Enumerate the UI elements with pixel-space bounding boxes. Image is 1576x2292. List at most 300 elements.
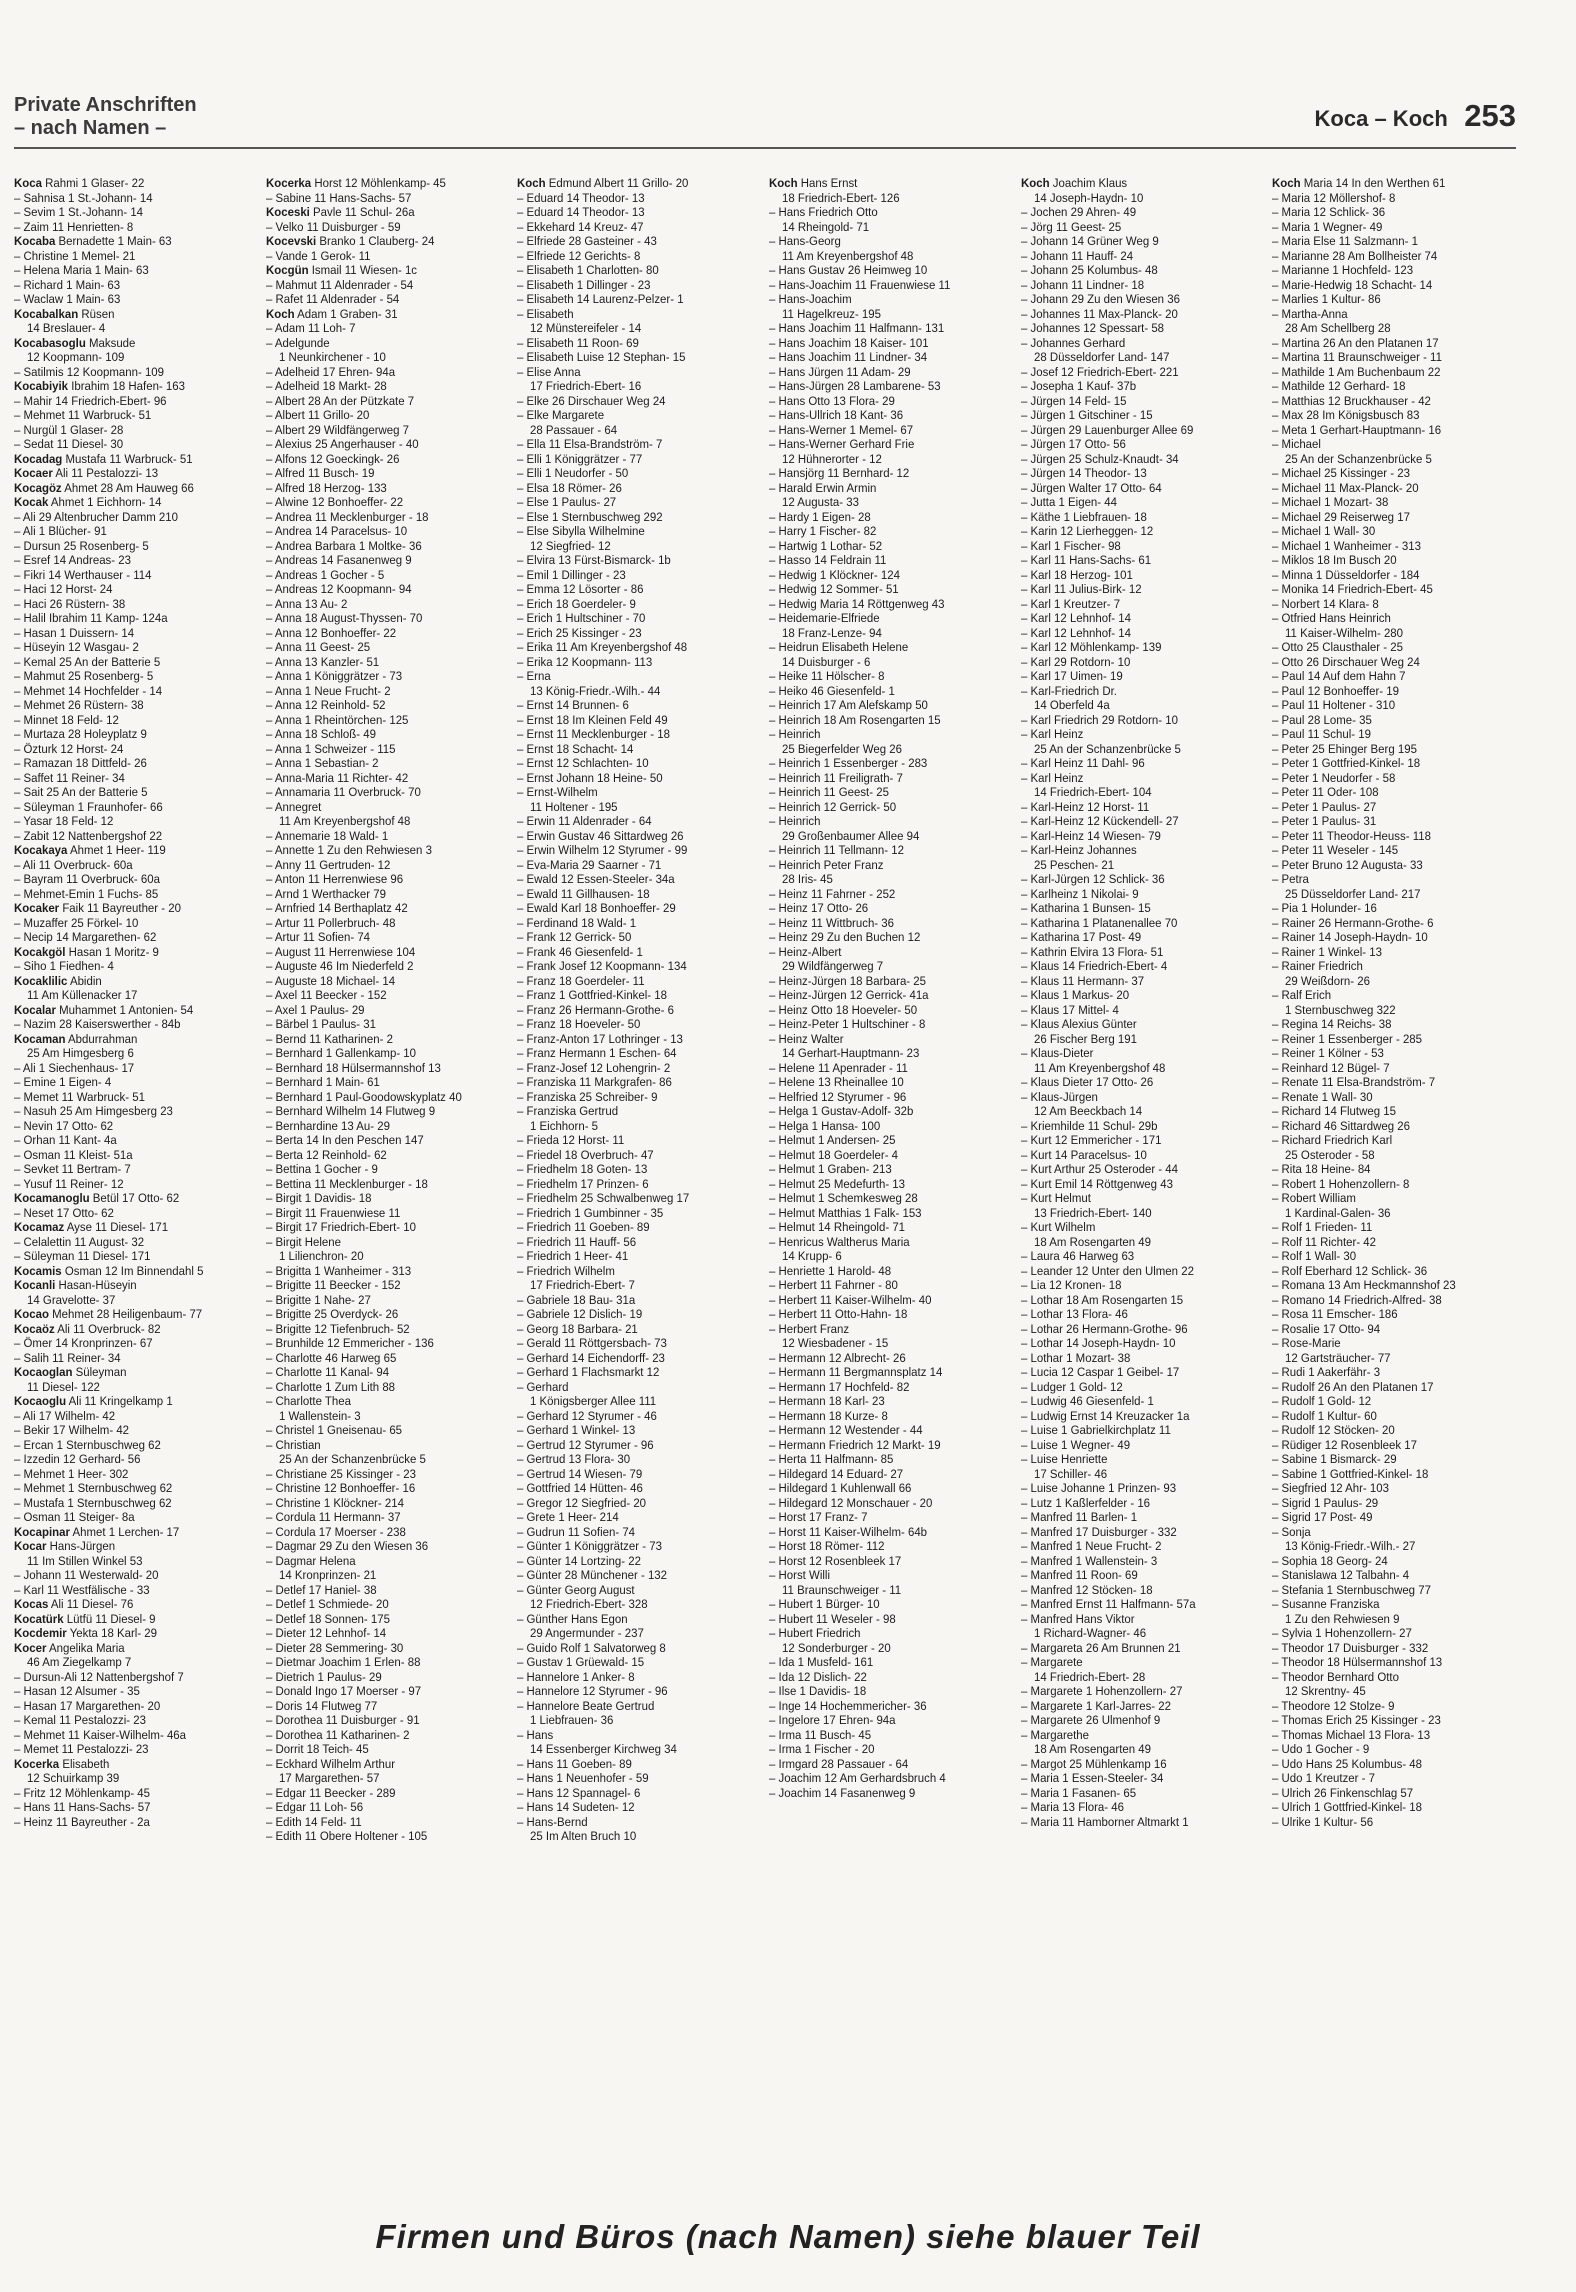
listing-entry: – Zabit 12 Nattenbergshof 22 <box>14 828 163 843</box>
surname-entry <box>14 901 241 916</box>
surname-entry <box>769 176 996 191</box>
listing-entry: – Emil 1 Dillinger - 23 <box>517 567 627 582</box>
listing-entry: – Heinrich 11 Geest- 25 <box>769 785 889 799</box>
listing-entry: – Ida 12 Dislich- 22 <box>769 1669 867 1684</box>
listing-entry: – Birgit Helene <box>265 1234 341 1249</box>
entry-continuation: 11 Am Kreyenbergshof 48 <box>278 814 411 828</box>
entry-continuation: 11 Im Stillen Winkel 53 <box>27 1553 143 1568</box>
listing-entry: – Hans Joachim 11 Lindner- 34 <box>769 350 928 364</box>
listing-entry: – Katharina 1 Platanenallee 70 <box>1020 915 1178 930</box>
listing-entry: – Dieter 12 Lehnhof- 14 <box>265 1626 386 1640</box>
listing-entry: – Monika 14 Friedrich-Ebert- 45 <box>1272 582 1434 596</box>
listing-entry: – Anna 1 Schweizer - 115 <box>265 741 396 756</box>
listing-entry: – Neset 17 Otto- 62 <box>14 1205 114 1220</box>
listing-entry: – Annegret <box>265 799 321 814</box>
entry-details: Ahmet 1 Lerchen- 17 <box>69 1524 180 1539</box>
listing-entry: – Leander 12 Unter den Ulmen 22 <box>1020 1263 1194 1278</box>
listing-entry: – Reiner 1 Essenberger - 285 <box>1272 1031 1423 1046</box>
entry-details: Mustafa 11 Warbruck- 51 <box>62 451 193 466</box>
listing-entry: – Margot 25 Mühlenkamp 16 <box>1020 1756 1167 1771</box>
listing-entry: – Robert William <box>1272 1191 1357 1205</box>
listing-entry: – Alfons 12 Goeckingk- 26 <box>265 451 400 466</box>
surname-entry <box>266 307 493 322</box>
entry-details: Maksude <box>85 335 136 350</box>
listing-entry: – Helmut 1 Graben- 213 <box>769 1162 892 1176</box>
listing-entry: – Bernd 11 Katharinen- 2 <box>265 1031 393 1046</box>
listing-entry: – Dursun 25 Rosenberg- 5 <box>14 538 149 553</box>
listing-entry: – Ulrike 1 Kultur- 56 <box>1272 1814 1374 1829</box>
listing-entry: – Alfred 18 Herzog- 133 <box>265 480 387 495</box>
listing-entry: – Jörg 11 Geest- 25 <box>1020 219 1121 234</box>
entry-continuation: 18 Am Rosengarten 49 <box>1033 1742 1151 1756</box>
listing-entry: – Friedel 18 Overbruch- 47 <box>517 1147 654 1162</box>
listing-entry: – Günther Hans Egon <box>517 1611 628 1626</box>
entry-continuation: 12 Skrentny- 45 <box>1285 1684 1367 1698</box>
listing-entry: – Henricus Waltherus Maria <box>769 1234 910 1249</box>
entry-continuation: 12 Augusta- 33 <box>782 495 859 509</box>
listing-entry: – Eva-Maria 29 Saarner - 71 <box>517 857 662 872</box>
entry-details: Hasan-Hüseyin <box>55 1278 137 1292</box>
surname-entry <box>517 176 744 191</box>
listing-entry: – Karl-Heinz 12 Kückendell- 27 <box>1020 814 1179 828</box>
listing-entry: – Ewald 12 Essen-Steeler- 34a <box>517 872 675 886</box>
listing-entry: – Jürgen 14 Feld- 15 <box>1020 393 1127 408</box>
listing-entry: – Friedrich 1 Heer- 41 <box>517 1249 629 1263</box>
listing-entry: – Dagmar 29 Zu den Wiesen 36 <box>265 1539 428 1553</box>
listing-entry: – Gertrud 13 Flora- 30 <box>517 1452 631 1466</box>
listing-entry: – Horst 18 Römer- 112 <box>769 1539 885 1553</box>
surname: Koch <box>517 176 546 190</box>
entry-continuation: 28 Düsseldorfer Land- 147 <box>1033 350 1170 364</box>
listing-entry: – Doris 14 Flutweg 77 <box>265 1698 377 1713</box>
listing-entry: – Marie-Hedwig 18 Schacht- 14 <box>1272 277 1433 292</box>
listing-entry: – Albert 11 Grillo- 20 <box>265 408 370 422</box>
listing-entry: – Manfred 1 Neue Frucht- 2 <box>1020 1539 1162 1553</box>
listing-entry: – Margarete 26 Ulmenhof 9 <box>1020 1713 1160 1727</box>
directory-column-5 <box>1021 176 1265 2201</box>
listing-entry: – Ali 29 Altenbrucher Damm 210 <box>14 509 179 524</box>
entry-details: Ali 11 Diesel- 76 <box>48 1597 134 1611</box>
listing-entry: – Meta 1 Gerhart-Hauptmann- 16 <box>1272 422 1442 437</box>
listing-entry: – Hannelore 1 Anker- 8 <box>517 1669 635 1684</box>
listing-entry: – Jürgen 1 Gitschiner - 15 <box>1020 408 1153 422</box>
surname-entry <box>14 1626 241 1641</box>
listing-entry: – Erwin 11 Aldenrader - 64 <box>517 814 652 828</box>
listing-entry: – Sevim 1 St.-Johann- 14 <box>14 205 144 219</box>
listing-entry: – Elli 1 Königgrätzer - 77 <box>517 451 643 466</box>
listing-entry: – Luise Henriette <box>1020 1452 1108 1466</box>
listing-entry: – Ali 17 Wilhelm- 42 <box>14 1408 116 1423</box>
surname: Kocaker <box>14 901 60 915</box>
listing-entry: – Heinz 17 Otto- 26 <box>769 901 869 915</box>
entry-continuation: 28 Passauer - 64 <box>530 422 618 437</box>
entry-continuation: 29 Weißdorn- 26 <box>1285 973 1371 988</box>
listing-entry: – Rita 18 Heine- 84 <box>1272 1162 1371 1176</box>
entry-continuation: 11 Diesel- 122 <box>27 1379 100 1394</box>
listing-entry: – Friedrich 11 Goeben- 89 <box>517 1220 650 1234</box>
listing-entry: – Jürgen Walter 17 Otto- 64 <box>1020 480 1162 495</box>
listing-entry: – Christine 12 Bonhoeffer- 16 <box>265 1481 415 1495</box>
surname-entry <box>14 1322 241 1337</box>
listing-entry: – Margarethe <box>1020 1727 1089 1742</box>
listing-entry: – Elisabeth 11 Roon- 69 <box>517 335 640 350</box>
listing-entry: – Paul 11 Schul- 19 <box>1272 727 1372 741</box>
listing-entry: – Heinrich 18 Am Rosengarten 15 <box>769 712 941 727</box>
listing-entry: – Christine 1 Klöckner- 214 <box>265 1495 404 1510</box>
listing-entry: – Franz-Josef 12 Lohengrin- 2 <box>517 1060 671 1075</box>
listing-entry: – Hedwig 1 Klöckner- 124 <box>769 567 900 582</box>
listing-entry: – Minna 1 Düsseldorfer - 184 <box>1272 567 1420 582</box>
listing-entry: – Anna 1 Sebastian- 2 <box>265 756 379 770</box>
entry-continuation: 1 Königsberger Allee 111 <box>530 1394 657 1408</box>
listing-entry: – Cordula 11 Hermann- 37 <box>265 1510 401 1524</box>
surname: Kocaöz <box>14 1321 55 1336</box>
listing-entry: – Lucia 12 Caspar 1 Geibel- 17 <box>1020 1365 1179 1379</box>
listing-entry: – Osman 11 Kleist- 51a <box>14 1147 133 1162</box>
listing-entry: – Adelheid 17 Ehren- 94a <box>265 364 395 379</box>
listing-entry: – Heinz 11 Wittbruch- 36 <box>769 915 895 930</box>
surname: Koch <box>769 176 798 190</box>
listing-entry: – Haci 26 Rüstern- 38 <box>14 596 126 611</box>
surname-entry <box>14 1525 241 1540</box>
listing-entry: – Franziska 11 Markgrafen- 86 <box>517 1075 673 1089</box>
listing-entry: – Katharina 17 Post- 49 <box>1020 930 1141 944</box>
listing-entry: – Erich 18 Goerdeler- 9 <box>517 596 637 611</box>
listing-entry: – Romana 13 Am Heckmannshof 23 <box>1272 1278 1457 1292</box>
listing-entry: – Mehmet 26 Rüstern- 38 <box>14 698 144 712</box>
listing-entry: – Ida 1 Musfeld- 161 <box>769 1655 874 1669</box>
listing-entry: – Heinrich <box>769 727 821 741</box>
surname-entry <box>14 945 241 960</box>
listing-entry: – Franz-Anton 17 Lothringer - 13 <box>517 1031 684 1046</box>
listing-entry: – Hubert Friedrich <box>769 1626 861 1640</box>
listing-entry: – Karl 11 Westfälische - 33 <box>14 1582 150 1597</box>
listing-entry: – Anna 13 Au- 2 <box>265 596 348 611</box>
entry-details: Horst 12 Möhlenkamp- 45 <box>310 176 446 190</box>
listing-entry: – Elisabeth <box>517 306 574 321</box>
listing-entry: – Inge 14 Hochemmericher- 36 <box>769 1698 927 1713</box>
listing-entry: – Hubert 1 Bürger- 10 <box>769 1597 880 1611</box>
listing-entry: – Bekir 17 Wilhelm- 42 <box>14 1423 130 1437</box>
listing-entry: – Charlotte 46 Harweg 65 <box>265 1350 396 1365</box>
listing-entry: – Margareta 26 Am Brunnen 21 <box>1020 1640 1181 1655</box>
entry-details: Ayse 11 Diesel- 171 <box>64 1220 169 1234</box>
name-range: Koca – Koch <box>1314 106 1448 131</box>
listing-entry: – Gabriele 12 Dislich- 19 <box>517 1307 643 1321</box>
listing-entry: – Kurt 14 Paracelsus- 10 <box>1020 1147 1147 1162</box>
listing-entry: – Hans <box>517 1727 554 1742</box>
listing-entry: – Norbert 14 Klara- 8 <box>1272 596 1380 611</box>
listing-entry: – Rose-Marie <box>1272 1336 1341 1350</box>
listing-entry: – Adelgunde <box>265 335 330 350</box>
listing-entry: – Gerhard 1 Winkel- 13 <box>517 1423 636 1437</box>
listing-entry: – Helene 11 Apenrader - 11 <box>769 1060 908 1075</box>
listing-entry: – Günter 14 Lortzing- 22 <box>517 1553 642 1568</box>
listing-entry: – Irma 11 Busch- 45 <box>769 1727 872 1742</box>
listing-entry: – Andrea 14 Paracelsus- 10 <box>265 524 407 538</box>
entry-continuation: 25 Am Himgesberg 6 <box>27 1046 134 1060</box>
entry-details: Ismail 11 Wiesen- 1c <box>308 263 417 277</box>
surname-entry <box>14 1641 241 1656</box>
listing-entry: – Maria Else 11 Salzmann- 1 <box>1272 234 1419 248</box>
surname: Koceski <box>265 205 310 219</box>
listing-entry: – Klaus-Jürgen <box>1020 1089 1098 1104</box>
header-rule <box>14 147 1516 149</box>
listing-entry: – Mehmet 1 Sternbuschweg 62 <box>14 1481 173 1495</box>
section-heading-line2: – nach Namen – <box>14 117 167 139</box>
listing-entry: – Andreas 14 Fasanenweg 9 <box>265 553 412 567</box>
listing-entry: – Andreas 12 Koopmann- 94 <box>265 582 412 596</box>
page-number: 253 <box>1464 98 1516 133</box>
listing-entry: – Hans-Bernd <box>517 1814 588 1829</box>
listing-entry: – Johann 11 Hauff- 24 <box>1020 248 1133 263</box>
listing-entry: – Friedhelm 17 Prinzen- 6 <box>517 1176 649 1191</box>
listing-entry: – Bettina 11 Mecklenburger - 18 <box>265 1176 428 1191</box>
listing-entry: – Rosa 11 Emscher- 186 <box>1272 1307 1398 1321</box>
listing-entry: – Sait 25 An der Batterie 5 <box>14 785 148 799</box>
section-heading-line1: Private Anschriften <box>14 94 197 116</box>
listing-entry: – Karl 12 Lehnhof- 14 <box>1020 611 1131 625</box>
listing-entry: – Muzaffer 25 Förkel- 10 <box>14 915 139 930</box>
listing-entry: – Lothar 1 Mozart- 38 <box>1020 1350 1131 1365</box>
entry-details: Branko 1 Clauberg- 24 <box>315 234 435 248</box>
listing-entry: – Celalettin 11 August- 32 <box>14 1234 145 1249</box>
listing-entry: – Susanne Franziska <box>1272 1597 1380 1611</box>
listing-entry: – Auguste 18 Michael- 14 <box>265 973 395 988</box>
listing-entry: – Stefania 1 Sternbuschweg 77 <box>1272 1582 1432 1597</box>
listing-entry: – Birgit 1 Davidis- 18 <box>265 1191 372 1205</box>
listing-entry: – Sedat 11 Diesel- 30 <box>14 437 124 451</box>
section-heading <box>14 94 197 140</box>
listing-entry: – Franz 1 Gottfried-Kinkel- 18 <box>517 988 668 1002</box>
listing-entry: – Alwine 12 Bonhoeffer- 22 <box>265 495 403 509</box>
entry-details: Edmund Albert 11 Grillo- 20 <box>545 176 689 190</box>
listing-entry: – Theodor Bernhard Otto <box>1272 1669 1400 1684</box>
listing-entry: – Rudolf 1 Kultur- 60 <box>1272 1408 1378 1423</box>
listing-entry: – Hasan 1 Duissern- 14 <box>14 625 135 640</box>
listing-entry: – Donald Ingo 17 Moerser - 97 <box>265 1684 421 1698</box>
listing-entry: – Hermann 12 Westender - 44 <box>769 1423 923 1437</box>
listing-entry: – Ralf Erich <box>1272 988 1332 1002</box>
listing-entry: – Sigrid 1 Paulus- 29 <box>1272 1495 1379 1510</box>
entry-continuation: 46 Am Ziegelkamp 7 <box>27 1655 132 1669</box>
surname: Kocer <box>14 1640 47 1655</box>
listing-entry: – Thomas Michael 13 Flora- 13 <box>1272 1727 1431 1742</box>
listing-entry: – Anna 12 Bonhoeffer- 22 <box>265 625 396 640</box>
listing-entry: – Berta 12 Reinhold- 62 <box>265 1147 387 1162</box>
listing-entry: – Klaus 11 Hermann- 37 <box>1020 973 1144 988</box>
listing-entry: – Herbert 11 Otto-Hahn- 18 <box>769 1307 908 1321</box>
listing-entry: – Heike 11 Hölscher- 8 <box>769 669 885 683</box>
listing-entry: – Ulrich 1 Gottfried-Kinkel- 18 <box>1272 1800 1423 1814</box>
listing-entry: – Mehmet 1 Heer- 302 <box>14 1466 129 1481</box>
entry-continuation: 12 Münstereifeler - 14 <box>530 321 642 335</box>
listing-entry: – Maria 1 Fasanen- 65 <box>1020 1785 1136 1800</box>
listing-entry: – Hans 14 Sudeten- 12 <box>517 1800 635 1814</box>
listing-entry: – Irma 1 Fischer - 20 <box>769 1742 875 1756</box>
listing-entry: – Hansjörg 11 Bernhard- 12 <box>769 466 910 480</box>
listing-entry: – Gerhard 12 Styrumer - 46 <box>517 1408 658 1423</box>
listing-entry: – Hasso 14 Feldrain 11 <box>769 553 887 567</box>
surname-entry <box>14 1539 241 1554</box>
listing-entry: – Jürgen 25 Schulz-Knaudt- 34 <box>1020 451 1179 466</box>
entry-continuation: 12 Hühnerorter - 12 <box>782 451 882 466</box>
entry-details: Faik 11 Bayreuther - 20 <box>59 901 181 915</box>
entry-continuation: 1 Lilienchron- 20 <box>278 1249 364 1263</box>
listing-entry: – Nasuh 25 Am Himgesberg 23 <box>14 1104 173 1118</box>
listing-entry: – Peter 1 Paulus- 27 <box>1272 799 1377 814</box>
entry-continuation: 25 An der Schanzenbrücke 5 <box>1285 451 1433 466</box>
surname-entry <box>14 1365 241 1380</box>
entry-continuation: 11 Am Küllenacker 17 <box>27 988 138 1002</box>
listing-entry: – Mahmut 25 Rosenberg- 5 <box>14 669 154 683</box>
surname: Kocaoglu <box>14 1394 67 1408</box>
listing-entry: – Annamaria 11 Overbruck- 70 <box>265 785 421 799</box>
entry-continuation: 12 Sonderburger - 20 <box>782 1640 891 1655</box>
listing-entry: – Martina 11 Braunschweiger - 11 <box>1272 350 1443 364</box>
listing-entry: – Dorothea 11 Katharinen- 2 <box>265 1727 410 1742</box>
listing-entry: – Else 1 Paulus- 27 <box>517 495 617 509</box>
listing-entry: – Johannes 12 Spessart- 58 <box>1020 321 1164 335</box>
surname-entry <box>14 452 241 467</box>
listing-entry: – Elisabeth 14 Laurenz-Pelzer- 1 <box>517 292 684 306</box>
listing-entry: – Richard 46 Sittardweg 26 <box>1272 1118 1411 1133</box>
listing-entry: – Birgit 17 Friedrich-Ebert- 10 <box>265 1220 416 1234</box>
listing-entry: – Else Sibylla Wilhelmine <box>517 524 646 538</box>
listing-entry: – Waclaw 1 Main- 63 <box>14 292 121 306</box>
listing-entry: – Özturk 12 Horst- 24 <box>14 741 124 756</box>
listing-entry: – Heidrun Elisabeth Helene <box>769 640 909 654</box>
listing-entry: – Karlheinz 1 Nikolai- 9 <box>1020 886 1139 901</box>
listing-entry: – Karl Heinz <box>1020 770 1083 785</box>
listing-entry: – Guido Rolf 1 Salvatorweg 8 <box>517 1640 667 1655</box>
listing-entry: – Gerald 11 Röttgersbach- 73 <box>517 1336 668 1350</box>
listing-entry: – Laura 46 Harweg 63 <box>1020 1249 1134 1263</box>
listing-entry: – Heinz 29 Zu den Buchen 12 <box>769 930 921 944</box>
listing-entry: – Horst 17 Franz- 7 <box>769 1510 868 1524</box>
listing-entry: – Hannelore Beate Gertrud <box>517 1698 655 1713</box>
surname-entry <box>266 263 493 278</box>
surname-entry <box>14 1003 241 1018</box>
listing-entry: – Lia 12 Kronen- 18 <box>1020 1278 1122 1292</box>
listing-entry: – Charlotte 1 Zum Lith 88 <box>265 1379 395 1394</box>
surname-entry <box>14 1757 241 1772</box>
listing-entry: – Rudolf 12 Stöcken- 20 <box>1272 1423 1396 1437</box>
listing-entry: – Paul 11 Holtener - 310 <box>1272 698 1396 712</box>
listing-entry: – Hildegard 12 Monschauer - 20 <box>769 1495 933 1510</box>
entry-continuation: 12 Wiesbadener - 15 <box>782 1336 889 1350</box>
listing-entry: – Sophia 18 Georg- 24 <box>1272 1553 1389 1568</box>
listing-entry: – Dietrich 1 Paulus- 29 <box>265 1669 382 1684</box>
entry-details: Ahmet 28 Am Hauweg 66 <box>61 480 194 495</box>
listing-entry: – Andrea 11 Mecklenburger - 18 <box>265 509 429 524</box>
surname-entry <box>14 1307 241 1322</box>
listing-entry: – Max 28 Im Königsbusch 83 <box>1272 408 1420 422</box>
listing-entry: – Richard 14 Flutweg 15 <box>1272 1104 1397 1118</box>
listing-entry: – Dursun-Ali 12 Nattenbergshof 7 <box>14 1669 184 1684</box>
listing-entry: – Elvira 13 Fürst-Bismarck- 1b <box>517 553 672 567</box>
listing-entry: – Ernst Johann 18 Heine- 50 <box>517 770 663 785</box>
listing-entry: – Erwin Wilhelm 12 Styrumer - 99 <box>517 843 688 857</box>
entry-details: Elisabeth <box>59 1756 110 1771</box>
entry-details: Lütfü 11 Diesel- 9 <box>63 1611 156 1626</box>
listing-entry: – Rudi 1 Aakerfähr- 3 <box>1272 1365 1381 1379</box>
listing-entry: – Nazim 28 Kaiserswerther - 84b <box>14 1017 181 1031</box>
listing-entry: – Gerhard <box>517 1379 569 1394</box>
listing-entry: – Edith 11 Obere Holtener - 105 <box>265 1829 427 1843</box>
listing-entry: – Helga 1 Gustav-Adolf- 32b <box>769 1104 914 1118</box>
listing-entry: – Edgar 11 Loh- 56 <box>265 1800 363 1814</box>
listing-entry: – Peter Bruno 12 Augusta- 33 <box>1272 857 1424 872</box>
listing-entry: – Paul 14 Auf dem Hahn 7 <box>1272 669 1406 683</box>
listing-entry: – Franz Hermann 1 Eschen- 64 <box>517 1046 677 1060</box>
listing-entry: – Heinz Walter <box>769 1031 844 1046</box>
entry-continuation: 1 Zu den Rehwiesen 9 <box>1285 1611 1400 1626</box>
listing-entry: – Izzedin 12 Gerhard- 56 <box>14 1452 141 1466</box>
listing-entry: – Rolf 1 Wall- 30 <box>1272 1249 1357 1263</box>
listing-entry: – Franz 18 Hoeveler- 50 <box>517 1017 641 1031</box>
listing-entry: – Kemal 11 Pestalozzi- 23 <box>14 1713 147 1727</box>
entry-continuation: 25 Düsseldorfer Land- 217 <box>1285 886 1421 901</box>
listing-entry: – Helmut 14 Rheingold- 71 <box>769 1220 906 1234</box>
listing-entry: – Michael 25 Kissinger - 23 <box>1272 466 1411 480</box>
listing-entry: – Alexius 25 Angerhauser - 40 <box>265 437 419 451</box>
listing-entry: – Hans-Werner Gerhard Frie <box>769 437 915 451</box>
listing-entry: – Elke 26 Dirschauer Weg 24 <box>517 393 666 408</box>
listing-entry: – Johann 11 Lindner- 18 <box>1020 277 1144 292</box>
listing-entry: – Dietmar Joachim 1 Erlen- 88 <box>265 1655 421 1669</box>
entry-continuation: 11 Hagelkreuz- 195 <box>782 306 881 321</box>
listing-entry: – Kurt Arthur 25 Osteroder - 44 <box>1020 1162 1178 1176</box>
listing-entry: – Süleyman 11 Diesel- 171 <box>14 1249 151 1263</box>
listing-entry: – Käthe 1 Liebfrauen- 18 <box>1020 509 1147 524</box>
listing-entry: – Elfriede 28 Gasteiner - 43 <box>517 234 658 248</box>
listing-entry: – Johann 29 Zu den Wiesen 36 <box>1020 292 1180 306</box>
entry-details: Ali 11 Overbruck- 82 <box>54 1321 161 1336</box>
listing-entry: – Mehmet 14 Hochfelder - 14 <box>14 683 163 698</box>
listing-entry: – Bettina 1 Gocher - 9 <box>265 1162 378 1176</box>
listing-entry: – Lothar 18 Am Rosengarten 15 <box>1020 1292 1183 1307</box>
entry-details: Angelika Maria <box>46 1640 125 1655</box>
entry-continuation: 18 Am Rosengarten 49 <box>1033 1234 1151 1249</box>
surname-entry <box>14 466 241 481</box>
listing-entry: – Else 1 Sternbuschweg 292 <box>517 509 663 524</box>
listing-entry: – Karl 11 Hans-Sachs- 61 <box>1020 553 1151 567</box>
listing-entry: – Jochen 29 Ahren- 49 <box>1020 205 1136 219</box>
listing-entry: – Memet 11 Pestalozzi- 23 <box>14 1742 149 1756</box>
listing-entry: – Hardy 1 Eigen- 28 <box>769 509 871 524</box>
listing-entry: – Axel 11 Beecker - 152 <box>265 988 387 1002</box>
listing-entry: – Edith 14 Feld- 11 <box>265 1814 362 1829</box>
listing-entry: – Christiane 25 Kissinger - 23 <box>265 1466 416 1481</box>
surname-entry <box>266 176 493 191</box>
listing-entry: – Anny 11 Gertruden- 12 <box>265 857 391 872</box>
listing-entry: – Friedrich 1 Gumbinner - 35 <box>517 1205 664 1220</box>
listing-entry: – Gabriele 18 Bau- 31a <box>517 1292 636 1307</box>
footer-note: Firmen und Büros (nach Namen) siehe blauer Teil <box>375 2218 1201 2255</box>
listing-entry: – Sonja <box>1272 1524 1312 1539</box>
listing-entry: – Otto 25 Clausthaler - 25 <box>1272 640 1404 654</box>
surname: Kocar <box>14 1539 47 1553</box>
listing-entry: – Bernhard 1 Paul-Goodowskyplatz 40 <box>265 1089 462 1104</box>
listing-entry: – Petra <box>1272 872 1310 886</box>
listing-entry: – Christel 1 Gneisenau- 65 <box>265 1423 402 1437</box>
listing-entry: – Anna 18 August-Thyssen- 70 <box>265 611 423 625</box>
surname: Kocabiyik <box>14 379 69 393</box>
listing-entry: – Bernhard Wilhelm 14 Flutweg 9 <box>265 1104 435 1118</box>
listing-entry: – Bernhard 1 Main- 61 <box>265 1075 380 1089</box>
listing-entry: – Dagmar Helena <box>265 1553 356 1568</box>
